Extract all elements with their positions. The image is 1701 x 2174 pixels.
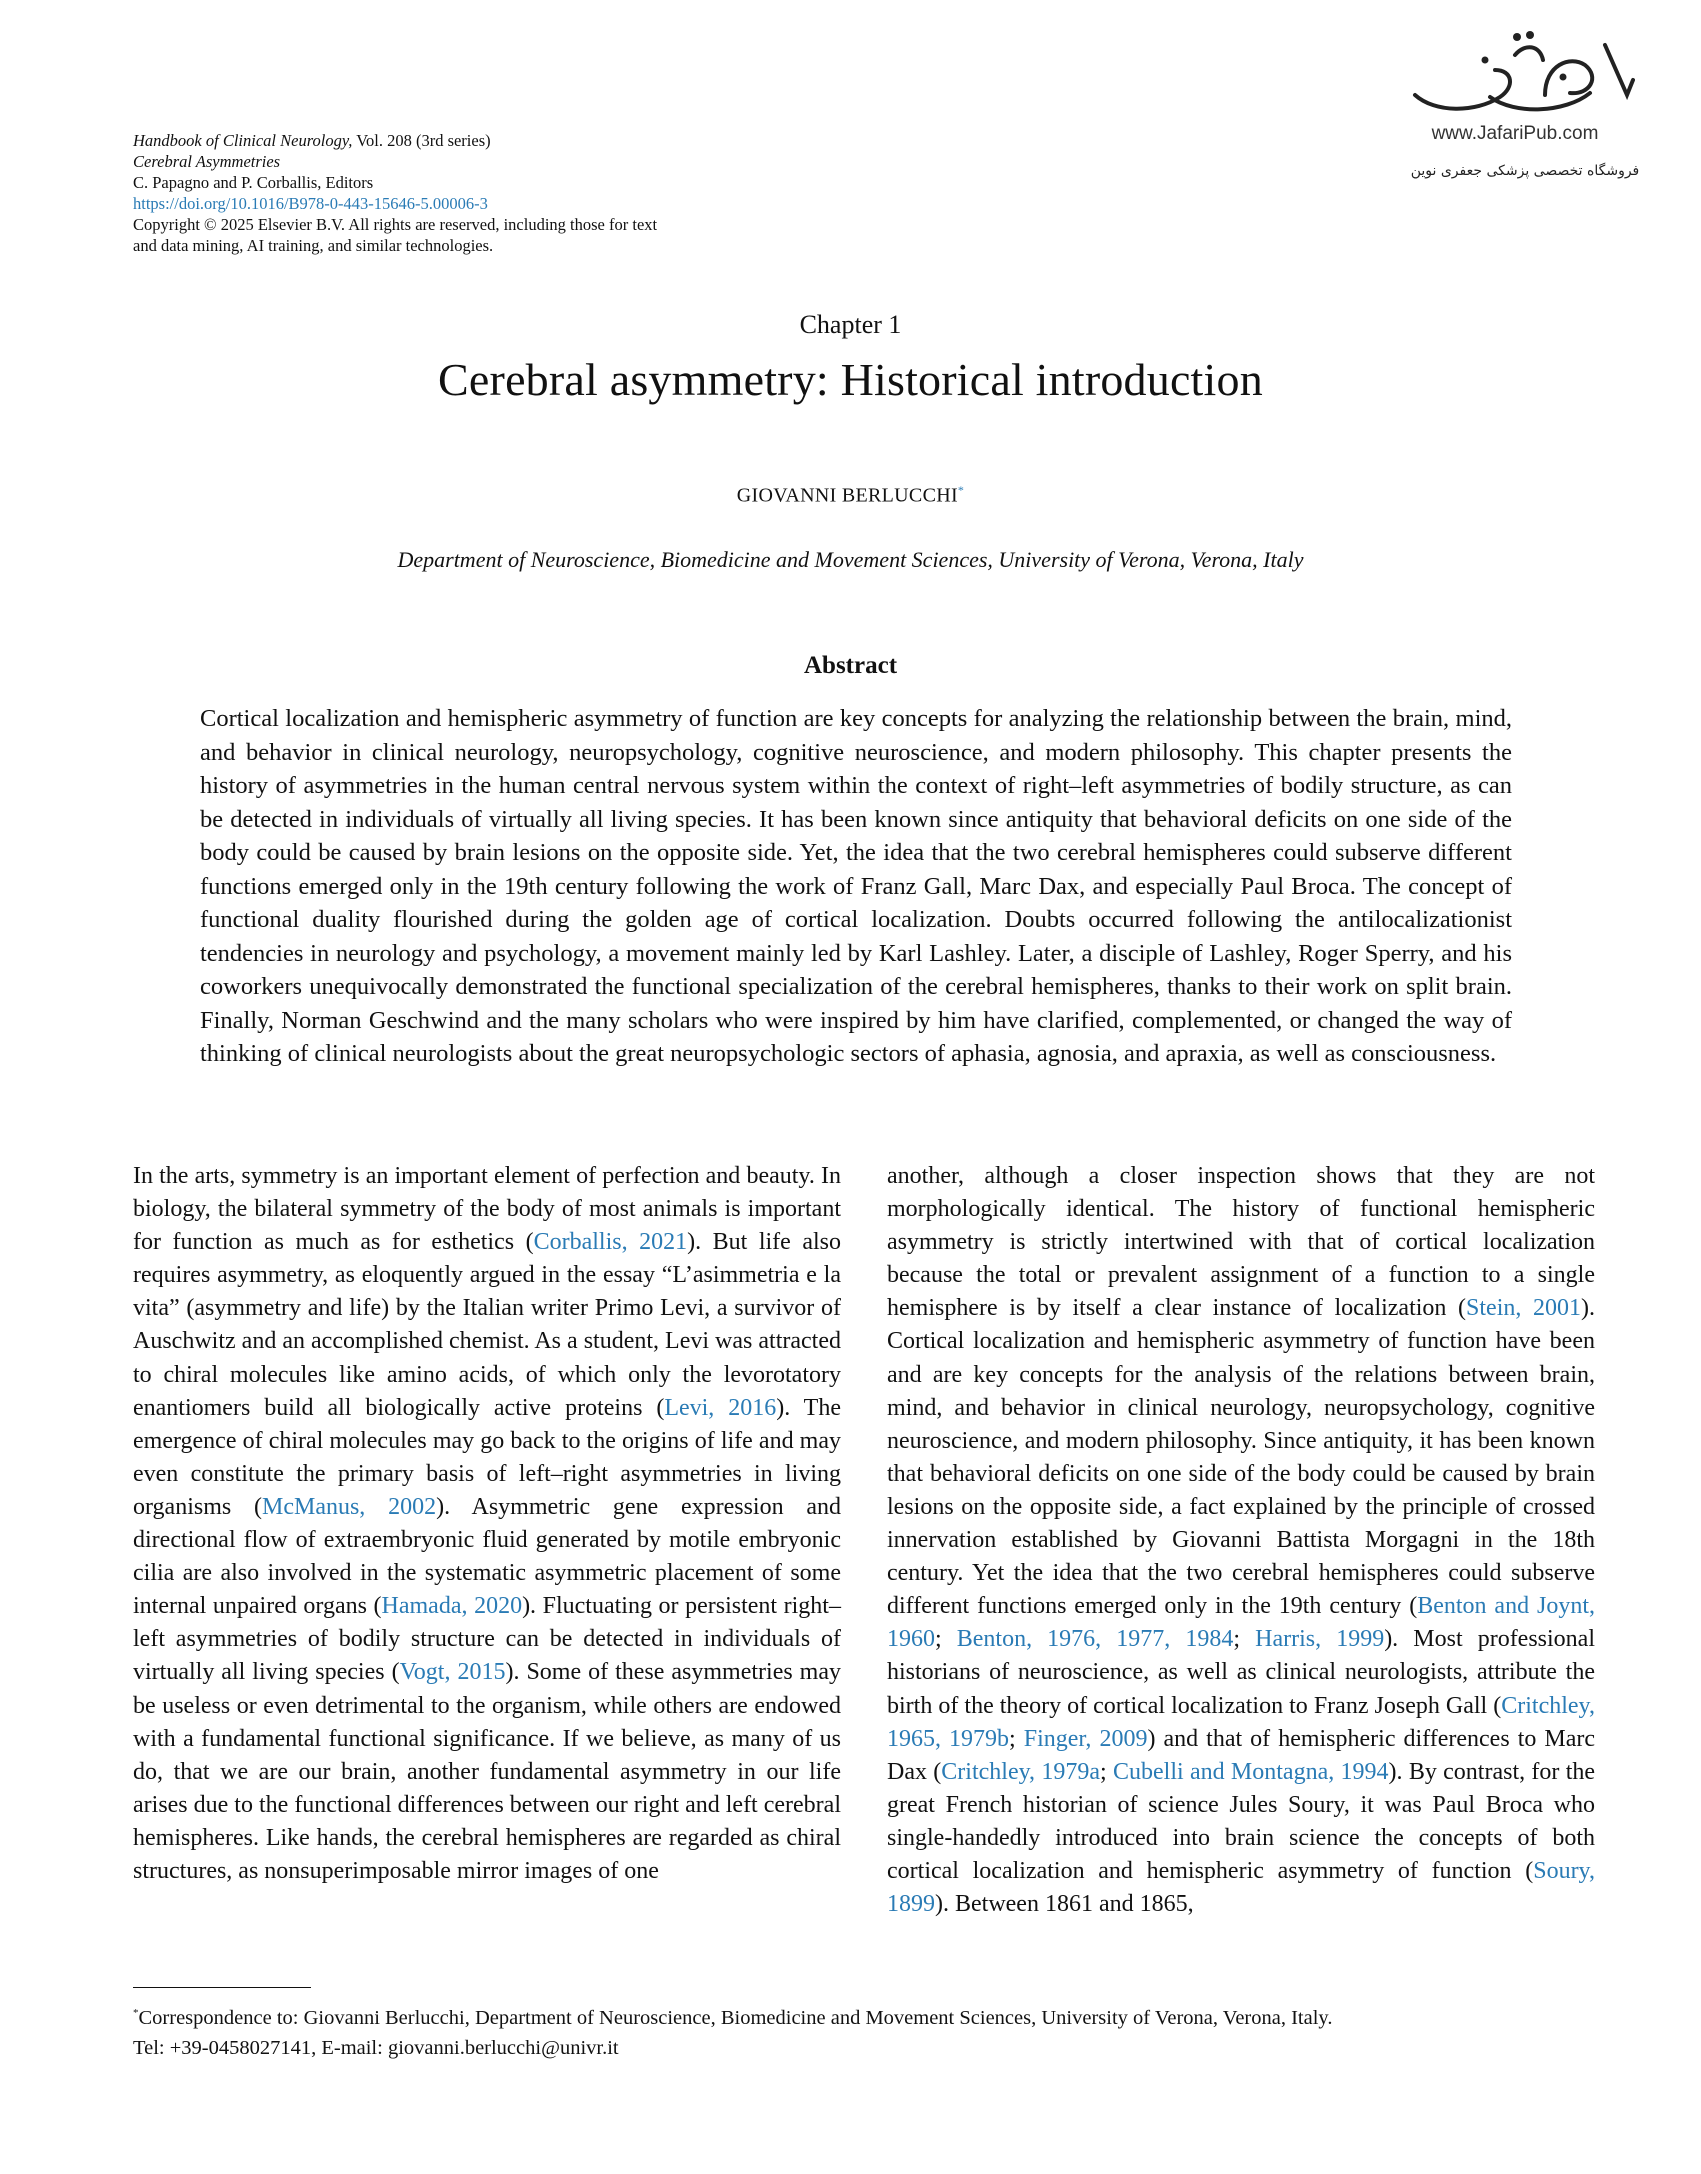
abstract-heading: Abstract <box>803 652 898 679</box>
citation-link[interactable]: Stein, 2001 <box>1466 1295 1581 1322</box>
body-text: ; <box>1233 1626 1256 1653</box>
logo-url: www.JafariPub.com <box>1431 123 1599 144</box>
publisher-logo <box>1395 25 1655 195</box>
body-text: ). Some of these asymmetries may be useless or even detrimental to the organism, while others are endowed with a fundamental functional significance. If we believe, as many of us do, that we are our brain, another fundamental asymmetry in our life arises due to the functional differences between our right and left cerebral hemispheres. Like hands, the cerebral hemispheres are regarded as chiral structures, as nonsuperimposable mirror images of one <box>133 1659 841 1884</box>
footnote-correspondence: Correspondence to: Giovanni Berlucchi, Department of Neuroscience, Biomedicine and Movement Sciences, University of Verona, Verona, Italy. <box>138 2006 1333 2029</box>
publication-header <box>133 130 893 256</box>
volume-info: Vol. 208 (3rd series) <box>352 131 491 150</box>
citation-link[interactable]: Corballis, 2021 <box>533 1229 688 1256</box>
body-text: ; <box>1009 1725 1024 1752</box>
body-text: ). Most professional historians of neuroscience, as well as clinical neurologists, attribute the birth of the theory of cortical localization to Franz Joseph Gall ( <box>887 1626 1596 1719</box>
footnote <box>133 1998 1603 2063</box>
editors: C. Papagno and P. Corballis, Editors <box>133 173 374 192</box>
author-line <box>0 483 1701 508</box>
citation-link[interactable]: Cubelli and Montagna, 1994 <box>1112 1758 1389 1785</box>
citation-link[interactable]: Vogt, 2015 <box>399 1659 506 1686</box>
author-footnote-mark[interactable]: * <box>957 483 965 497</box>
body-text: another, although a closer inspection shows that they are not morphologically identical. The history of functional hemispheric asymmetry is strictly intertwined with that of cortical localization because the total or prevalent assignment of a function to a single hemisphere is by itself a clear instance of localization ( <box>887 1163 1595 1322</box>
chapter-label: Chapter 1 <box>799 310 902 339</box>
footnote-mark: * <box>133 2007 139 2019</box>
chapter-title: Cerebral asymmetry: Historical introduction <box>438 354 1263 405</box>
body-text: ). But life also requires asymmetry, as eloquently argued in the essay “L’asimmetria e la vita” (asymmetry and life) by the Italian writer Primo Levi, a survivor of Auschwitz and an accomplished chemist. As a student, Levi was attracted to chiral molecules like amino acids, of which only the levorotatory enantiomers build all biologically active proteins ( <box>133 1229 841 1421</box>
body-text: ). Fluctuating or persistent right–left asymmetries of bodily structure can be detected in individuals of virtually all living species ( <box>133 1593 841 1686</box>
citation-link[interactable]: Harris, 1999 <box>1255 1626 1385 1653</box>
volume-title: Cerebral Asymmetries <box>133 152 281 171</box>
body-column-left <box>133 1160 841 1888</box>
footnote-line-2: Tel: +39-0458027141, E-mail: giovanni.berlucchi@univr.it <box>133 2036 619 2059</box>
author-name: GIOVANNI BERLUCCHI <box>736 484 958 507</box>
author-affiliation: Department of Neuroscience, Biomedicine and Movement Sciences, University of Verona, Verona, Italy <box>397 547 1304 572</box>
citation-link[interactable]: Critchley, 1965, 1979b <box>887 1692 1595 1752</box>
body-text: ; <box>1100 1758 1113 1785</box>
body-text: ). By contrast, for the great French historian of science Jules Soury, it was Paul Broca who single-handedly introduced into brain science the concepts of both cortical localization and hemispheric asymmetry of function ( <box>887 1758 1596 1884</box>
copyright-line-1: Copyright © 2025 Elsevier B.V. All rights are reserved, including those for text <box>133 215 658 234</box>
citation-link[interactable]: Soury, 1899 <box>887 1857 1595 1918</box>
body-column-right <box>887 1160 1595 1921</box>
body-text: ). Between 1861 and 1865, <box>935 1891 1194 1918</box>
book-citation-line <box>133 130 893 151</box>
abstract-text: Cortical localization and hemispheric asymmetry of function are key concepts for analyzing the relationship between the brain, mind, and behavior in clinical neurology, neuropsychology, cognitive neuroscience, and modern philosophy. This chapter presents the history of asymmetries in the human central nervous system within the context of right–left asymmetries of bodily structure, as can be detected in individuals of virtually all living species. It has been known since antiquity that behavioral deficits on one side of the body could be caused by brain lesions on the opposite side. Yet, the idea that the two cerebral hemispheres could subserve different functions emerged only in the 19th century following the work of Franz Gall, Marc Dax, and especially Paul Broca. The concept of functional duality flourished during the golden age of cortical localization. Doubts occurred following the antilocalizationist tendencies in neurology and psychology, a movement mainly led by Karl Lashley. Later, a disciple of Lashley, Roger Sperry, and his coworkers unequivocally demonstrated the functional specialization of the cerebral hemispheres, thanks to their work on split brain. Finally, Norman Geschwind and the many scholars who were inspired by him have clarified, complemented, or changed the way of thinking of clinical neurologists about the great neuropsychologic sectors of aphasia, agnosia, and apraxia, as well as consciousness. <box>200 705 1512 1067</box>
book-title: Handbook of Clinical Neurology, <box>133 131 353 150</box>
citation-link[interactable]: Finger, 2009 <box>1023 1725 1148 1752</box>
body-text: ; <box>935 1626 957 1653</box>
footnote-rule <box>133 1987 311 1988</box>
body-text: ) and that of hemispheric differences to Marc Dax ( <box>887 1725 1596 1785</box>
citation-link[interactable]: Critchley, 1979a <box>941 1758 1100 1785</box>
logo-calligraphy-icon <box>1395 25 1635 120</box>
citation-link[interactable]: Benton, 1976, 1977, 1984 <box>956 1626 1234 1653</box>
footnote-line-1 <box>133 1998 1603 2033</box>
citation-link[interactable]: McManus, 2002 <box>261 1493 437 1520</box>
body-text: In the arts, symmetry is an important element of perfection and beauty. In biology, the bilateral symmetry of the body of most animals is important for function as much as for esthetics ( <box>133 1163 841 1256</box>
body-text: ). The emergence of chiral molecules may go back to the origins of life and may even constitute the primary basis of left–right asymmetries in living organisms ( <box>133 1394 841 1520</box>
doi-link[interactable]: https://doi.org/10.1016/B978-0-443-15646-5.00006-3 <box>133 194 488 213</box>
copyright-line-2: and data mining, AI training, and similar technologies. <box>133 236 494 255</box>
logo-tagline: فروشگاه تخصصی پزشکی جعفری نوین <box>1410 163 1640 179</box>
body-text: ). Cortical localization and hemispheric asymmetry of function have been and are key concepts for the analysis of the relations between brain, mind, and behavior in clinical neurology, neuropsychology, cognitive neuroscience, and modern philosophy. Since antiquity, it has been known that behavioral deficits on one side of the body could be caused by brain lesions on the opposite side, a fact explained by the principle of crossed innervation established by Giovanni Battista Morgagni in the 18th century. Yet the idea that the two cerebral hemispheres could subserve different functions emerged only in the 19th century ( <box>887 1295 1595 1620</box>
citation-link[interactable]: Levi, 2016 <box>664 1394 777 1421</box>
body-text: ). Asymmetric gene expression and directional flow of extraembryonic fluid generated by motile embryonic cilia are also involved in the systematic asymmetric placement of some internal unpaired organs ( <box>133 1493 842 1620</box>
citation-link[interactable]: Hamada, 2020 <box>381 1593 523 1620</box>
citation-link[interactable]: Benton and Joynt, 1960 <box>887 1593 1595 1653</box>
